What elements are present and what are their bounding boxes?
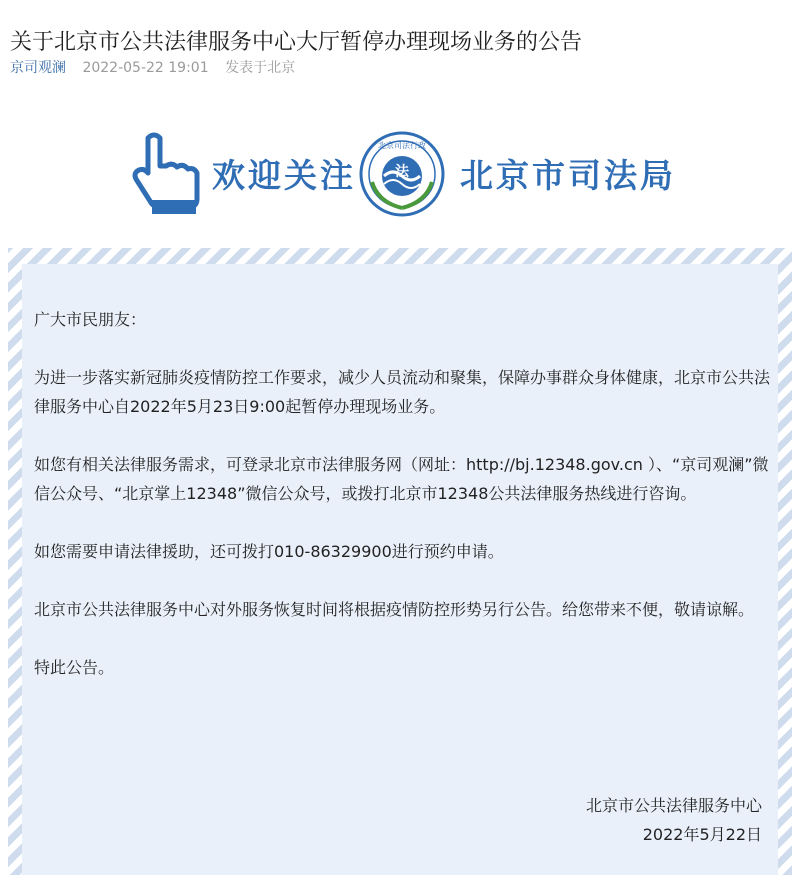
emblem-ring-text: 北京司法行政 [378,141,426,150]
paragraph-legal-aid: 如您需要申请法律援助，还可拨打010-86329900进行预约申请。 [34,542,504,561]
welcome-follow-text: 欢迎关注 [212,156,356,195]
paragraph-suspension: 为进一步落实新冠肺炎疫情防控工作要求，减少人员流动和聚集，保障办事群众身体健康，北京市公共法律服务中心自2022年5月23日9:00起暂停办理现场业务。 [34,368,771,416]
notice-body [34,305,774,711]
pointing-hand-icon [130,130,202,216]
signature-date: 2022年5月22日 [642,825,762,844]
paragraph-closing: 特此公告。 [34,658,115,677]
signature-org: 北京市公共法律服务中心 [585,796,762,815]
publish-time: 2022-05-22 19:01 [82,60,209,76]
emblem-symbol: 法 [395,164,409,180]
article-title: 关于北京市公共法律服务中心大厅暂停办理现场业务的公告 [10,29,583,55]
article-meta [10,58,295,78]
bureau-name-text: 北京市司法局 [460,156,676,195]
paragraph-resume: 北京市公共法律服务中心对外服务恢复时间将根据疫情防控形势另行公告。给您带来不便，敬请谅解。 [34,600,755,619]
justice-emblem-icon [358,130,446,218]
account-name-link[interactable]: 京司观澜 [10,60,66,76]
publish-location: 发表于北京 [225,60,296,76]
follow-banner [0,120,800,230]
greeting: 广大市民朋友： [34,310,147,329]
signature-block [586,791,762,849]
paragraph-online-services: 如您有相关法律服务需求，可登录北京市法律服务网（网址：http://bj.12348.gov.cn ）、“京司观澜”微信公众号、“北京掌上12348”微信公众号，或拨打北京市12348公共法律服务热线进行咨询。 [34,455,769,503]
